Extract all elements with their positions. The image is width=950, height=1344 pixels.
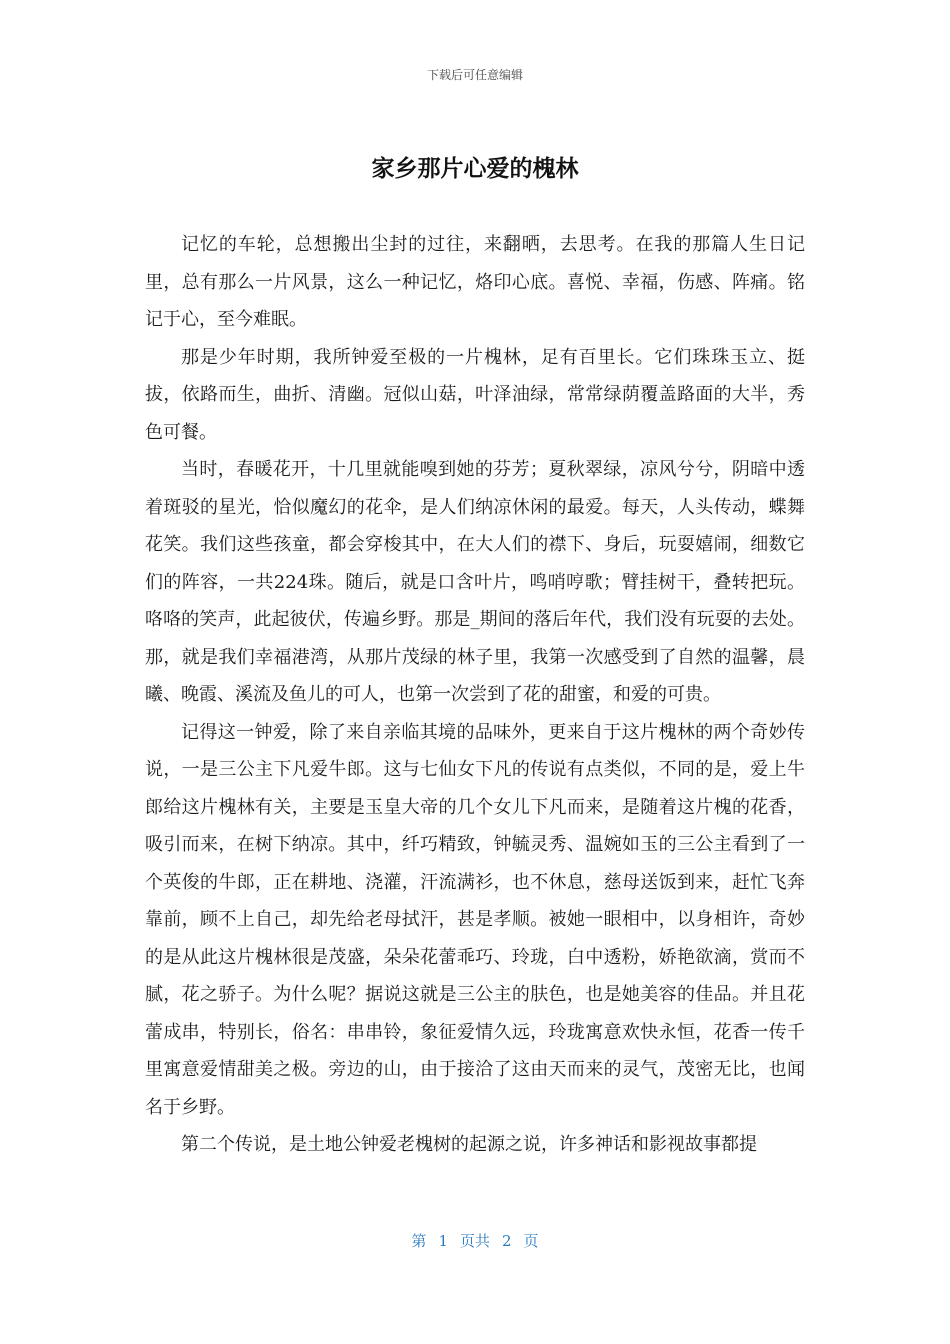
page-header-note: 下载后可任意编辑 <box>426 68 523 82</box>
footer-prefix: 第 <box>411 1232 427 1250</box>
footer-suffix: 页 <box>523 1232 539 1250</box>
paragraph: 记忆的车轮，总想搬出尘封的过往，来翻晒，去思考。在我的那篇人生日记里，总有那么一片风景，这么一种记忆，烙印心底。喜悦、幸福，伤感、阵痛。铭记于心，至今难眠。 <box>145 234 805 330</box>
paragraph: 那是少年时期，我所钟爱至极的一片槐林，足有百里长。它们珠珠玉立、挺拔，依路而生，曲折、清幽。冠似山菇，叶泽油绿，常常绿荫覆盖路面的大半，秀色可餐。 <box>145 346 805 443</box>
paragraph: 第二个传说，是土地公钟爱老槐树的起源之说，许多神话和影视故事都提 <box>181 1134 757 1155</box>
paragraph: 记得这一钟爱，除了来自亲临其境的品味外，更来自于这片槐林的两个奇妙传说，一是三公主下凡爱牛郎。这与七仙女下凡的传说有点类似，不同的是，爱上牛郎给这片槐林有关，主要是玉皇大帝的几个女儿下凡而来，是随着这片槐的花香，吸引而来，在树下纳凉。其中，纤巧精致，钟毓灵秀、温婉如玉的三公主看到了一个英俊的牛郎，正在耕地、浇灌，汗流满衫，也不休息，慈母送饭到来，赶忙飞奔靠前，顾不上自己，却先给老母拭汗，甚是孝顺。被她一眼相中，以身相许，奇妙的是从此这片槐林很是茂盛，朵朵花蕾乖巧、玲珑，白中透粉，娇艳欲滴，赏而不腻，花之骄子。为什么呢？据说这就是三公主的肤色，也是她美容的佳品。并且花蕾成串，特别长，俗名：串串铃，象征爱情久远，玲珑寓意欢快永恒，花香一传千里寓意爱情甜美之极。旁边的山，由于接洽了这由天而来的灵气，茂密无比，也闻名于乡野。 <box>145 721 805 1118</box>
document-title: 家乡那片心爱的槐林 <box>371 156 579 182</box>
footer-total-pages: 2 <box>502 1232 512 1250</box>
document-body <box>145 226 805 1164</box>
footer-middle: 页共 <box>459 1232 490 1250</box>
paragraph: 当时，春暖花开，十几里就能嗅到她的芬芳；夏秋翠绿，凉风兮兮，阴暗中透着斑驳的星光，恰似魔幻的花伞，是人们纳凉休闲的最爱。每天，人头传动，蝶舞花笑。我们这些孩童，都会穿梭其中，在大人们的襟下、身后，玩耍嬉闹，细数它们的阵容，一共224珠。随后，就是口含叶片，鸣哨哼歌；臂挂树干，叠转把玩。咯咯的笑声，此起彼伏，传遍乡野。那是_期间的落后年代，我们没有玩耍的去处。那，就是我们幸福港湾，从那片茂绿的林子里，我第一次感受到了自然的温馨，晨曦、晚霞、溪流及鱼儿的可人，也第一次尝到了花的甜蜜，和爱的可贵。 <box>145 459 805 705</box>
footer-current-page: 1 <box>438 1232 448 1250</box>
page-footer <box>0 1230 950 1251</box>
